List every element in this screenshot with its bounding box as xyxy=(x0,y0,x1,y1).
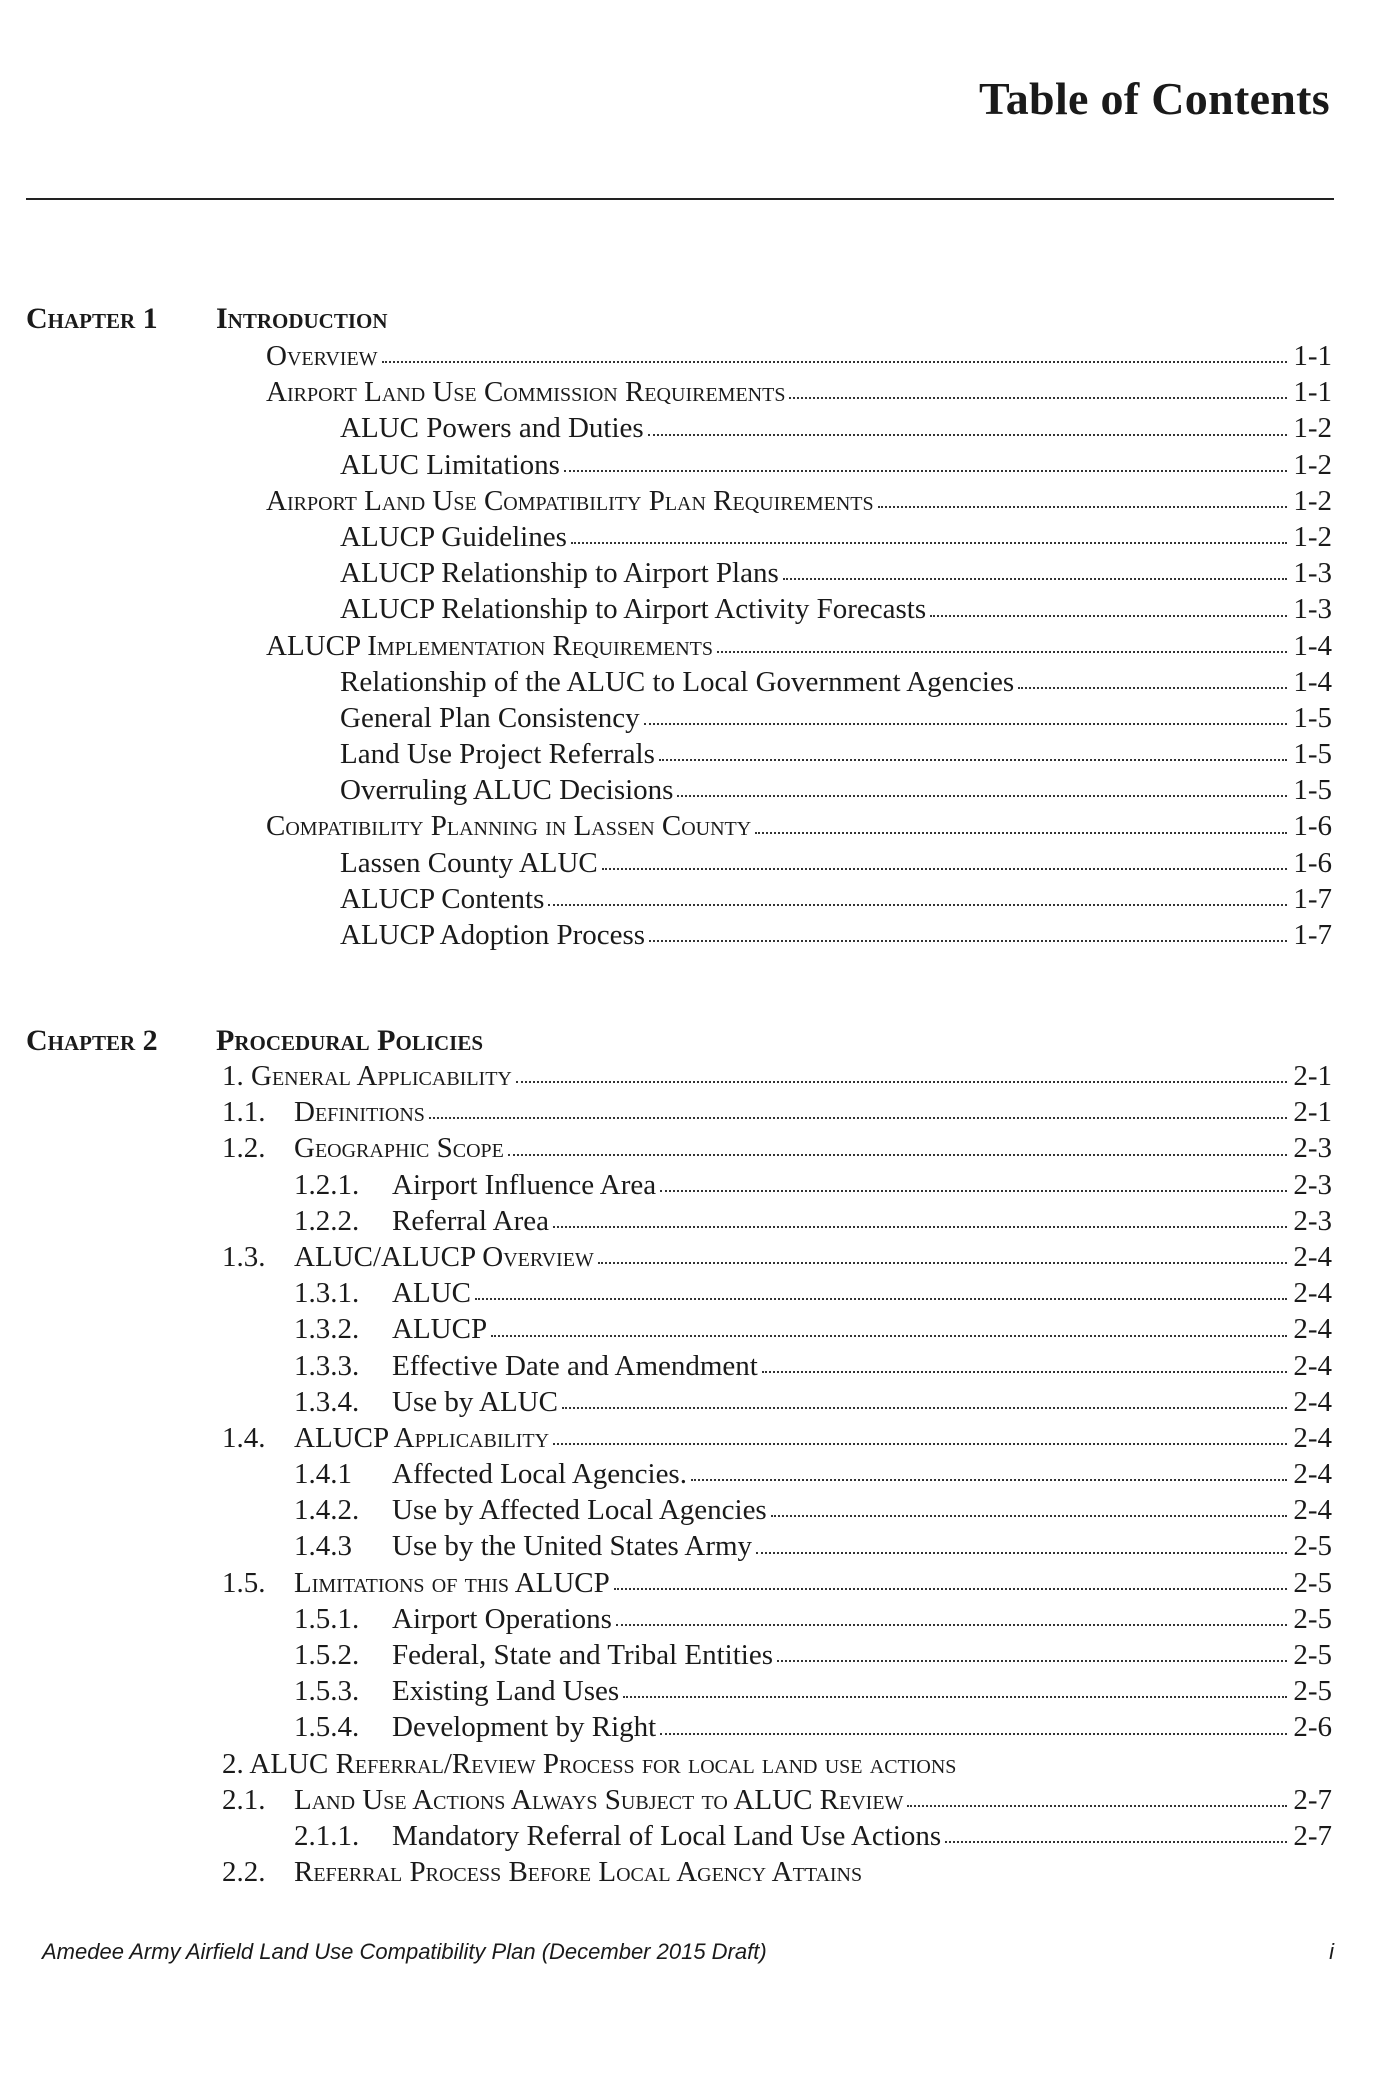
dot-leader xyxy=(783,555,1288,580)
toc-entry-label: Referral Process Before Local Agency Attains xyxy=(294,1856,863,1889)
toc-entry-label: Mandatory Referral of Local Land Use Actions xyxy=(392,1819,942,1852)
toc-entry-label: ALUCP Implementation Requirements xyxy=(266,629,713,662)
toc-entry-label: Overruling ALUC Decisions xyxy=(340,774,674,807)
toc-entry-number: 1.4.2. xyxy=(294,1494,360,1527)
toc-entry-page: 2-1 xyxy=(1293,1060,1332,1092)
dot-leader xyxy=(475,1275,1287,1300)
toc-entry-page: 2-3 xyxy=(1293,1204,1332,1237)
toc-entry xyxy=(0,1818,1332,1854)
chapter-number: Chapter 1 xyxy=(26,302,158,335)
toc-entry-label: Affected Local Agencies. xyxy=(392,1458,687,1491)
toc-entry xyxy=(0,1275,1332,1311)
toc-entry xyxy=(0,772,1332,808)
toc-entry xyxy=(0,1058,1332,1094)
toc-entry-page: 1-7 xyxy=(1293,882,1332,915)
toc-entry-label: Overview xyxy=(266,340,378,372)
toc-entry-number: 1.4. xyxy=(222,1421,266,1454)
toc-entry xyxy=(0,1348,1332,1384)
toc-entry-label: Geographic Scope xyxy=(294,1132,504,1165)
toc-entry xyxy=(0,881,1332,917)
toc-entry-page: 1-5 xyxy=(1293,701,1332,734)
toc-entry-page: 2-5 xyxy=(1293,1675,1332,1708)
dot-leader xyxy=(491,1311,1287,1336)
toc-entry-page: 1-2 xyxy=(1293,448,1332,481)
page-title: Table of Contents xyxy=(979,73,1330,124)
dot-leader xyxy=(755,808,1287,833)
toc-entry xyxy=(0,1492,1332,1528)
toc-entry xyxy=(0,1637,1332,1673)
toc-entry-page: 1-4 xyxy=(1293,665,1332,698)
toc-entry xyxy=(0,555,1332,591)
toc-entry xyxy=(0,1601,1332,1637)
toc-entry xyxy=(0,1709,1332,1745)
page-footer xyxy=(42,1939,1334,1965)
toc-entry-number: 1.4.3 xyxy=(294,1530,352,1563)
toc-entry xyxy=(0,374,1332,410)
toc-entry xyxy=(0,845,1332,881)
toc-entry-label: Relationship of the ALUC to Local Government Agencies xyxy=(340,665,1015,698)
toc-entry xyxy=(0,1854,1332,1890)
dot-leader xyxy=(1018,664,1287,689)
dot-leader xyxy=(649,917,1287,942)
toc-entry-label: Limitations of this ALUCP xyxy=(294,1566,610,1599)
toc-entry-label: General Plan Consistency xyxy=(340,701,640,734)
toc-entry-page: 2-4 xyxy=(1293,1277,1332,1310)
toc-entry xyxy=(0,519,1332,555)
toc-entry-page: 2-6 xyxy=(1293,1711,1332,1744)
toc-entry-page: 1-3 xyxy=(1293,557,1332,590)
dot-leader xyxy=(660,1167,1287,1192)
toc-entry xyxy=(0,1203,1332,1239)
toc-entry-number: 1.2.2. xyxy=(294,1204,360,1237)
toc-entry xyxy=(0,1420,1332,1456)
toc-entry-number: 1.4.1 xyxy=(294,1458,352,1491)
toc-entry-label: Development by Right xyxy=(392,1711,657,1744)
toc-entry xyxy=(0,1528,1332,1564)
toc-entry xyxy=(0,1094,1332,1130)
toc-entry-page: 2-1 xyxy=(1293,1096,1332,1129)
toc-entry-label: Use by ALUC xyxy=(392,1385,558,1418)
toc-entry-page: 1-6 xyxy=(1293,810,1332,843)
dot-leader xyxy=(659,736,1287,761)
toc-entry-label: ALUC xyxy=(392,1277,471,1310)
toc-entry-page: 1-1 xyxy=(1293,340,1332,372)
toc-entry-page: 2-4 xyxy=(1293,1349,1332,1382)
toc-entry-page: 1-5 xyxy=(1293,774,1332,807)
toc-entry-label: Lassen County ALUC xyxy=(340,846,598,879)
toc-entry xyxy=(0,591,1332,627)
toc-entry xyxy=(0,1746,1332,1782)
toc-entry-number: 1.5.3. xyxy=(294,1675,360,1708)
toc-entry-page: 2-3 xyxy=(1293,1168,1332,1201)
toc-entry-label: Existing Land Uses xyxy=(392,1675,620,1708)
toc-entry-label: Referral Area xyxy=(392,1204,549,1237)
dot-leader xyxy=(644,700,1288,725)
toc-entry-number: 1.5.1. xyxy=(294,1602,360,1635)
toc-entry-number: 1.2.1. xyxy=(294,1168,360,1201)
dot-leader xyxy=(648,410,1288,435)
dot-leader xyxy=(717,628,1287,653)
toc-entry-number: 2.1. xyxy=(222,1783,266,1816)
toc-entry-label: ALUCP Contents xyxy=(340,882,545,915)
dot-leader xyxy=(382,338,1288,363)
toc-entry-page: 2-4 xyxy=(1293,1313,1332,1346)
toc-entry-number: 1.5.2. xyxy=(294,1639,360,1671)
toc-entry-page: 1-2 xyxy=(1293,412,1332,445)
footer-document-title: Amedee Army Airfield Land Use Compatibility Plan (December 2015 Draft) xyxy=(42,1939,767,1964)
toc-entry-label: ALUCP Relationship to Airport Plans xyxy=(340,557,779,590)
toc-entry xyxy=(0,664,1332,700)
dot-leader xyxy=(516,1058,1287,1083)
toc-entry xyxy=(0,1311,1332,1347)
dot-leader xyxy=(616,1601,1287,1626)
toc-entry-page: 2-4 xyxy=(1293,1421,1332,1454)
chapter-entries xyxy=(0,1058,1332,1890)
toc-entry-number: 1.3.3. xyxy=(294,1349,360,1382)
toc-entry-label: Airport Operations xyxy=(392,1602,612,1635)
toc-entry-page: 1-2 xyxy=(1293,520,1332,553)
dot-leader xyxy=(508,1130,1287,1155)
footer-page-number: i xyxy=(1329,1939,1334,1964)
toc-entry-number: 1.5. xyxy=(222,1566,266,1599)
toc-entry-number: 1.3. xyxy=(222,1240,266,1273)
toc-entry-label: 2. ALUC Referral/Review Process for local land use actions xyxy=(222,1747,957,1780)
toc-entry-page: 2-5 xyxy=(1293,1602,1332,1635)
toc-entry xyxy=(0,483,1332,519)
toc-entry-page: 1-4 xyxy=(1293,629,1332,662)
toc-entry xyxy=(0,736,1332,772)
dot-leader xyxy=(762,1348,1287,1373)
toc-entry-label: Effective Date and Amendment xyxy=(392,1349,758,1382)
toc-entry-number: 1.1. xyxy=(222,1096,266,1129)
toc-entry-label: ALUCP Relationship to Airport Activity Forecasts xyxy=(340,593,927,626)
toc-entry-page: 1-2 xyxy=(1293,484,1332,517)
dot-leader xyxy=(878,483,1288,508)
dot-leader xyxy=(660,1709,1287,1734)
dot-leader xyxy=(553,1420,1287,1445)
toc-entry-page: 2-4 xyxy=(1293,1385,1332,1418)
toc-entry xyxy=(0,700,1332,736)
toc-entry xyxy=(0,1565,1332,1601)
toc-entry-label: ALUCP Adoption Process xyxy=(340,919,646,951)
dot-leader xyxy=(907,1782,1287,1807)
toc-entry xyxy=(0,1130,1332,1166)
toc-entry-number: 1.3.1. xyxy=(294,1277,360,1310)
dot-leader xyxy=(548,881,1287,906)
dot-leader xyxy=(623,1673,1287,1698)
dot-leader xyxy=(789,374,1287,399)
toc-entry-label: Land Use Project Referrals xyxy=(340,738,655,771)
toc-entry-number: 1.3.2. xyxy=(294,1313,360,1346)
dot-leader xyxy=(602,845,1288,870)
toc-entry-number: 1.2. xyxy=(222,1132,266,1165)
toc-entry xyxy=(0,917,1332,953)
toc-entry xyxy=(0,808,1332,844)
chapter-heading xyxy=(26,1024,483,1058)
toc-entry xyxy=(0,447,1332,483)
dot-leader xyxy=(562,1384,1287,1409)
toc-entry-label: Airport Land Use Commission Requirements xyxy=(266,376,786,409)
toc-entry-label: Airport Land Use Compatibility Plan Requirements xyxy=(266,484,874,517)
toc-entry-page: 2-7 xyxy=(1293,1819,1332,1852)
dot-leader xyxy=(429,1094,1287,1119)
toc-entry-page: 1-3 xyxy=(1293,593,1332,626)
dot-leader xyxy=(756,1528,1287,1553)
toc-entry-number: 2.1.1. xyxy=(294,1819,360,1852)
toc-entry-label: Use by the United States Army xyxy=(392,1530,753,1563)
dot-leader xyxy=(598,1239,1288,1264)
toc-entry-page: 2-4 xyxy=(1293,1240,1332,1273)
toc-entry-label: ALUC/ALUCP Overview xyxy=(294,1240,594,1273)
dot-leader xyxy=(553,1203,1287,1228)
dot-leader xyxy=(614,1565,1288,1590)
toc-entry-page: 1-1 xyxy=(1293,376,1332,409)
dot-leader xyxy=(930,591,1287,616)
toc-entry-page: 2-5 xyxy=(1293,1530,1332,1563)
toc-entry-label: ALUC Powers and Duties xyxy=(340,412,644,445)
toc-entry-label: Land Use Actions Always Subject to ALUC Review xyxy=(294,1783,904,1816)
dot-leader xyxy=(945,1818,1287,1843)
toc-entry xyxy=(0,1673,1332,1709)
toc-entry-number: 1.3.4. xyxy=(294,1385,360,1418)
dot-leader xyxy=(771,1492,1288,1517)
toc-entry-number: 1.5.4. xyxy=(294,1711,360,1744)
toc-entry-label: Use by Affected Local Agencies xyxy=(392,1494,767,1527)
toc-entry-label: Airport Influence Area xyxy=(392,1168,657,1201)
toc-entry xyxy=(0,1456,1332,1492)
dot-leader xyxy=(677,772,1287,797)
toc-entry-number: 2.2. xyxy=(222,1856,266,1889)
toc-entry-page: 2-4 xyxy=(1293,1458,1332,1491)
toc-entry-page: 1-6 xyxy=(1293,846,1332,879)
toc-entry-label: ALUCP Guidelines xyxy=(340,520,567,553)
toc-entry-page: 1-7 xyxy=(1293,919,1332,951)
dot-leader xyxy=(571,519,1287,544)
toc-entry-page: 1-5 xyxy=(1293,738,1332,771)
toc-entry-page: 2-4 xyxy=(1293,1494,1332,1527)
chapter-number: Chapter 2 xyxy=(26,1024,158,1057)
dot-leader xyxy=(691,1456,1287,1481)
title-divider xyxy=(26,198,1334,200)
toc-entry xyxy=(0,410,1332,446)
toc-entry xyxy=(0,1782,1332,1818)
toc-entry-label: ALUCP xyxy=(392,1313,488,1346)
toc-entry xyxy=(0,628,1332,664)
toc-entry-page: 2-3 xyxy=(1293,1132,1332,1165)
toc-entry-label: ALUCP Applicability xyxy=(294,1421,550,1454)
toc-entry xyxy=(0,1384,1332,1420)
toc-entry-page: 2-5 xyxy=(1293,1566,1332,1599)
toc-entry-label: 1. General Applicability xyxy=(222,1060,512,1092)
toc-entry-page: 2-5 xyxy=(1293,1639,1332,1671)
toc-entry xyxy=(0,1167,1332,1203)
toc-entry xyxy=(0,1239,1332,1275)
toc-entry-label: Federal, State and Tribal Entities xyxy=(392,1639,773,1671)
chapter-heading xyxy=(26,302,388,336)
dot-leader xyxy=(777,1637,1287,1662)
dot-leader xyxy=(564,447,1287,472)
toc-entry-label: Compatibility Planning in Lassen County xyxy=(266,810,752,843)
chapter-title: Procedural Policies xyxy=(216,1024,484,1057)
chapter-entries xyxy=(0,338,1332,953)
toc-entry-label: ALUC Limitations xyxy=(340,448,560,481)
toc-entry xyxy=(0,338,1332,374)
toc-entry-page: 2-7 xyxy=(1293,1783,1332,1816)
toc-entry-label: Definitions xyxy=(294,1096,425,1129)
chapter-title: Introduction xyxy=(216,302,388,335)
